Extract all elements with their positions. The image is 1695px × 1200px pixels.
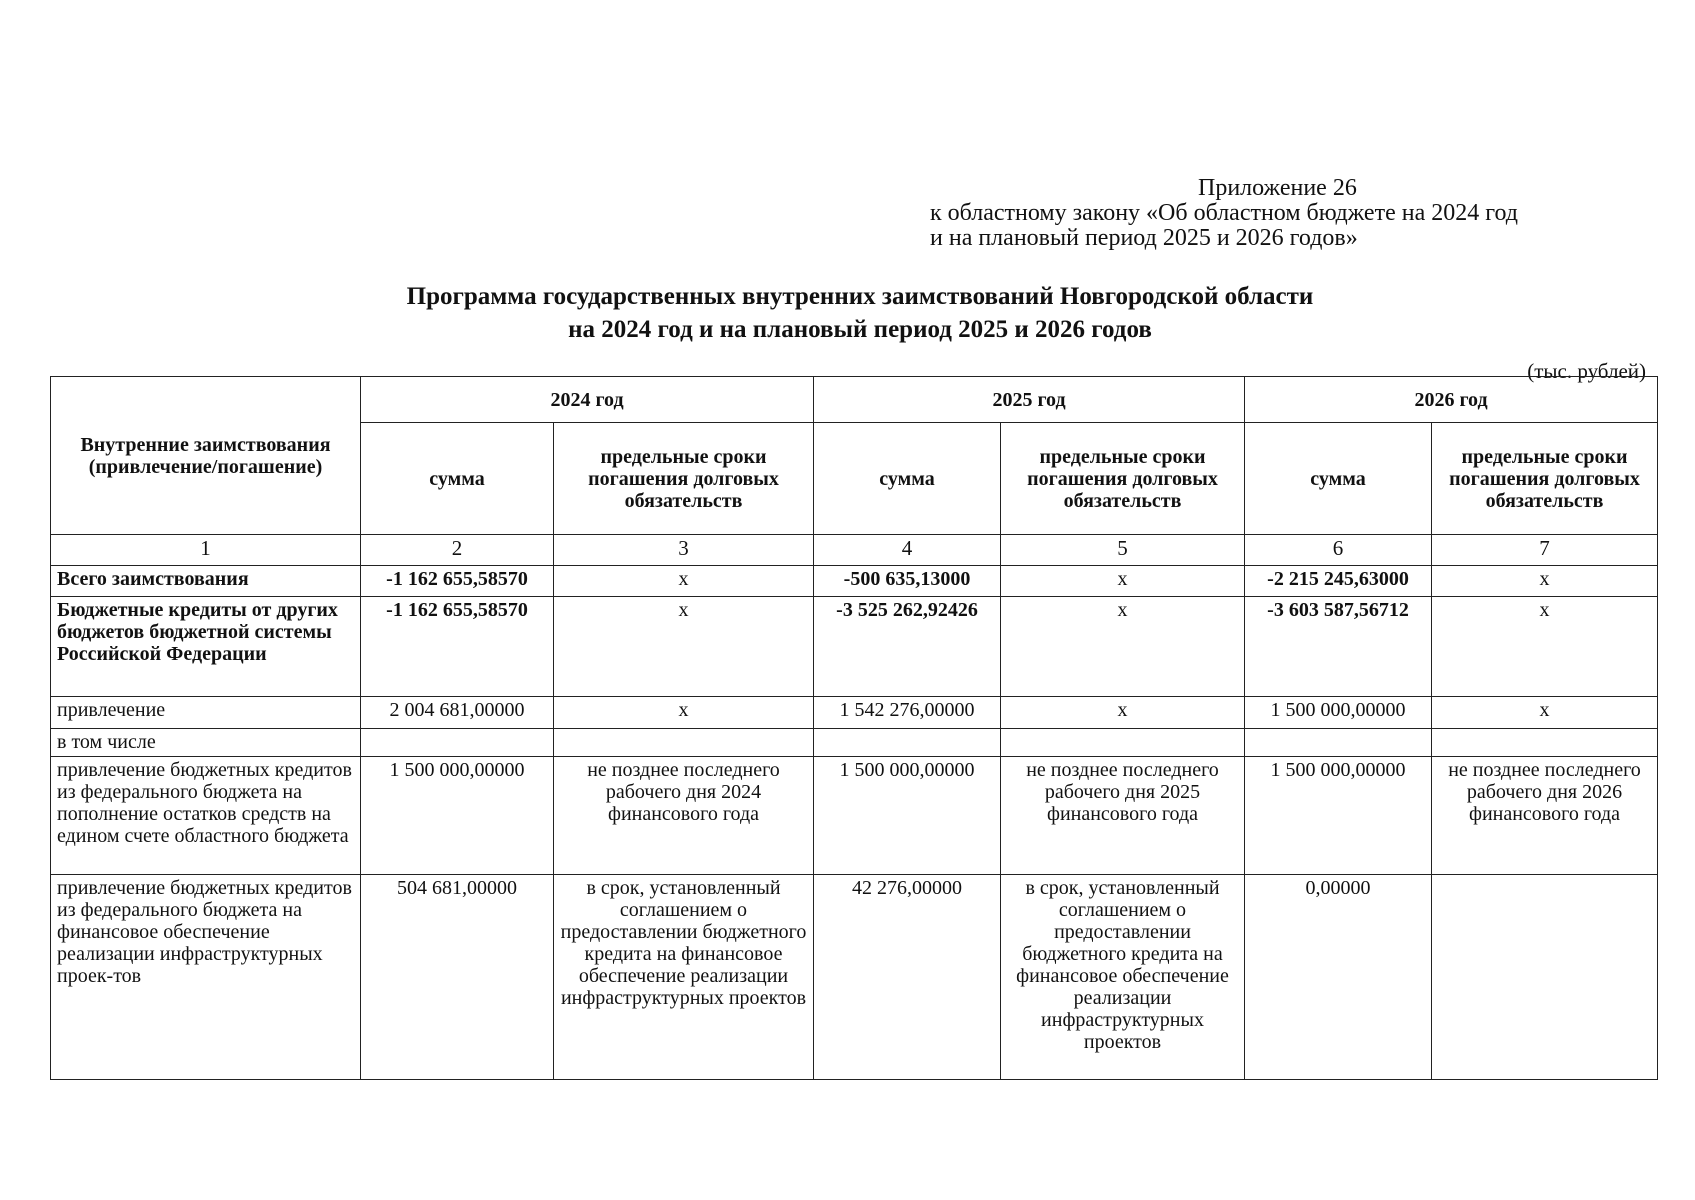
cell-sum-2025: 1 500 000,00000 <box>814 757 1001 875</box>
row-label: в том числе <box>51 729 361 757</box>
header-term-2026: предельные сроки погашения долговых обязательств <box>1432 423 1658 535</box>
row-label: привлечение <box>51 697 361 729</box>
cell-term-2025: не позднее последнего рабочего дня 2025 финансового года <box>1001 757 1245 875</box>
column-number-row <box>51 535 1658 566</box>
row-label: привлечение бюджетных кредитов из федерального бюджета на финансовое обеспечение реализации инфраструктурных проек-тов <box>51 875 361 1080</box>
cell-sum-2024: -1 162 655,58570 <box>361 566 554 597</box>
table-row-attraction <box>51 697 1658 729</box>
cell-term-2025: х <box>1001 566 1245 597</box>
cell-sum-2026: 1 500 000,00000 <box>1245 757 1432 875</box>
column-number: 1 <box>51 535 361 566</box>
appendix-title: Приложение 26 <box>1198 175 1357 201</box>
cell-sum-2026: 1 500 000,00000 <box>1245 697 1432 729</box>
column-number: 4 <box>814 535 1001 566</box>
cell-term-2025: в срок, установленный соглашением о предоставлении бюджетного кредита на финансовое обеспечение реализации инфраструктурных проектов <box>1001 875 1245 1080</box>
header-year-2024: 2024 год <box>361 377 814 423</box>
cell-empty <box>1432 729 1658 757</box>
column-number: 2 <box>361 535 554 566</box>
document-title <box>0 280 1695 346</box>
document-title-line-2: на 2024 год и на плановый период 2025 и 2026 годов <box>568 316 1152 343</box>
header-term-2024: предельные сроки погашения долговых обязательств <box>554 423 814 535</box>
cell-empty <box>814 729 1001 757</box>
cell-sum-2026: -3 603 587,56712 <box>1245 597 1432 697</box>
table-row-total <box>51 566 1658 597</box>
cell-term-2026 <box>1432 875 1658 1080</box>
header-borrowings: Внутренние заимствования (привлечение/погашение) <box>51 377 361 535</box>
column-number: 7 <box>1432 535 1658 566</box>
cell-sum-2024: 504 681,00000 <box>361 875 554 1080</box>
header-year-2026: 2026 год <box>1245 377 1658 423</box>
cell-term-2026: х <box>1432 597 1658 697</box>
cell-sum-2025: -3 525 262,92426 <box>814 597 1001 697</box>
cell-term-2025: х <box>1001 697 1245 729</box>
header-year-2025: 2025 год <box>814 377 1245 423</box>
cell-term-2026: не позднее последнего рабочего дня 2026 финансового года <box>1432 757 1658 875</box>
cell-term-2024: х <box>554 566 814 597</box>
cell-sum-2024: 2 004 681,00000 <box>361 697 554 729</box>
cell-sum-2024: 1 500 000,00000 <box>361 757 554 875</box>
cell-sum-2025: 1 542 276,00000 <box>814 697 1001 729</box>
cell-term-2024: не позднее последнего рабочего дня 2024 финансового года <box>554 757 814 875</box>
cell-term-2026: х <box>1432 697 1658 729</box>
appendix-line-2: и на плановый период 2025 и 2026 годов» <box>930 225 1358 251</box>
table-row-federal-infrastructure-credits <box>51 875 1658 1080</box>
cell-sum-2024: -1 162 655,58570 <box>361 597 554 697</box>
table-row-including <box>51 729 1658 757</box>
cell-sum-2025: 42 276,00000 <box>814 875 1001 1080</box>
cell-sum-2026: 0,00000 <box>1245 875 1432 1080</box>
header-sum-2025: сумма <box>814 423 1001 535</box>
document-title-line-1: Программа государственных внутренних заимствований Новгородской области <box>406 283 1314 310</box>
cell-empty <box>554 729 814 757</box>
cell-sum-2026: -2 215 245,63000 <box>1245 566 1432 597</box>
appendix-line-1: к областному закону «Об областном бюджете на 2024 год <box>930 200 1518 226</box>
row-label: привлечение бюджетных кредитов из федерального бюджета на пополнение остатков средств на едином счете областного бюджета <box>51 757 361 875</box>
cell-empty <box>1245 729 1432 757</box>
table-row-budget-credits <box>51 597 1658 697</box>
cell-term-2026: х <box>1432 566 1658 597</box>
cell-sum-2025: -500 635,13000 <box>814 566 1001 597</box>
appendix-header <box>930 176 1650 251</box>
header-term-2025: предельные сроки погашения долговых обязательств <box>1001 423 1245 535</box>
units-label: (тыс. рублей) <box>1527 359 1646 383</box>
header-sum-2026: сумма <box>1245 423 1432 535</box>
cell-empty <box>1001 729 1245 757</box>
row-label: Всего заимствования <box>51 566 361 597</box>
cell-term-2024: в срок, установленный соглашением о предоставлении бюджетного кредита на финансовое обеспечение реализации инфраструктурных проектов <box>554 875 814 1080</box>
column-number: 5 <box>1001 535 1245 566</box>
column-number: 6 <box>1245 535 1432 566</box>
cell-term-2025: х <box>1001 597 1245 697</box>
cell-empty <box>361 729 554 757</box>
row-label: Бюджетные кредиты от других бюджетов бюджетной системы Российской Федерации <box>51 597 361 697</box>
cell-term-2024: х <box>554 697 814 729</box>
column-number: 3 <box>554 535 814 566</box>
header-sum-2024: сумма <box>361 423 554 535</box>
borrowing-table <box>50 376 1658 1080</box>
table-row-federal-balance-credits <box>51 757 1658 875</box>
cell-term-2024: х <box>554 597 814 697</box>
header-row-years <box>51 377 1658 423</box>
